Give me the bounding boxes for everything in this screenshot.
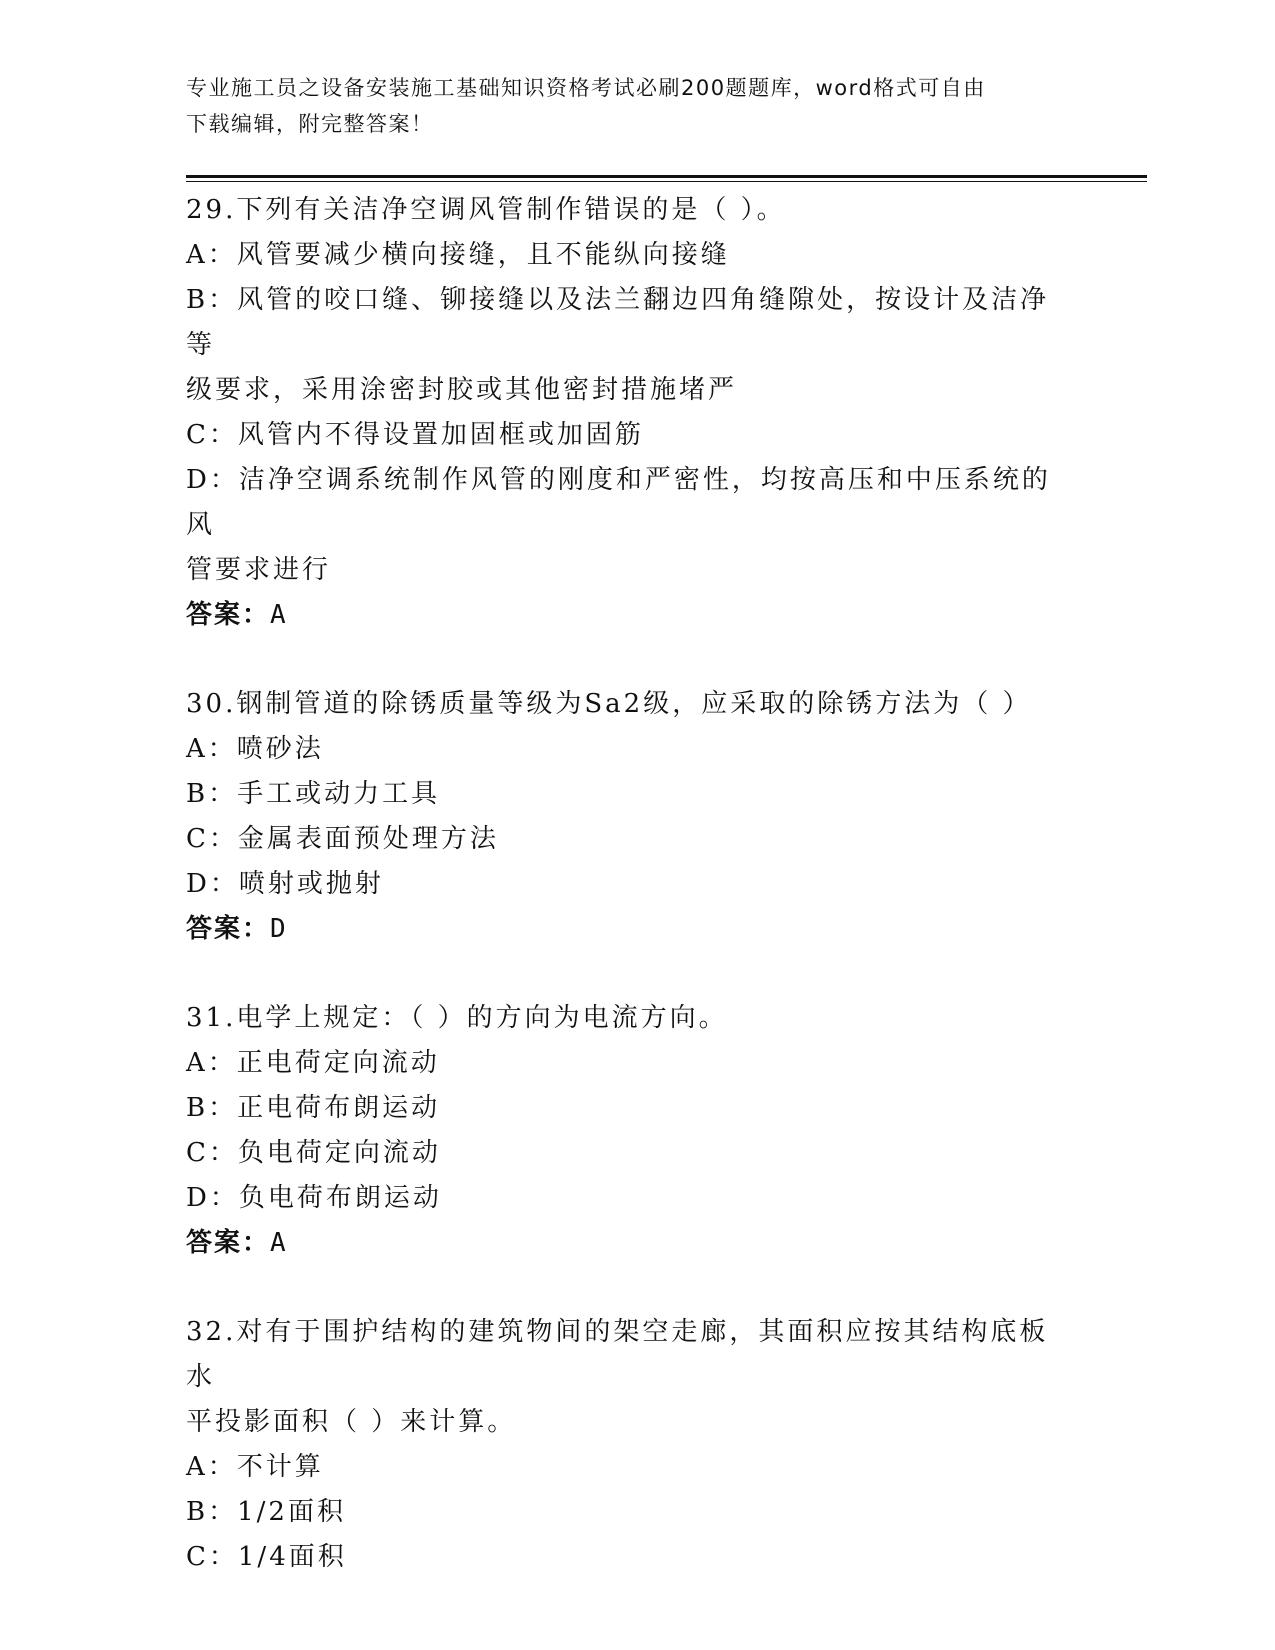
question-stem: 29.下列有关洁净空调风管制作错误的是（ ）。 <box>186 195 786 225</box>
option-b: B：风管的咬口缝、铆接缝以及法兰翻边四角缝隙处，按设计及洁净等 <box>186 285 1050 360</box>
question-stem: 32.对有于围护结构的建筑物间的架空走廊，其面积应按其结构底板水 <box>186 1317 1049 1392</box>
answer-value: A <box>270 1228 288 1258</box>
question-32 <box>186 1310 1066 1580</box>
option-c: C：金属表面预处理方法 <box>186 824 499 854</box>
option-d: D：负电荷布朗运动 <box>186 1183 442 1213</box>
answer-label: 答案： <box>186 600 271 630</box>
question-spacer <box>186 638 1066 682</box>
question-spacer <box>186 1266 1066 1310</box>
option-c: C：负电荷定向流动 <box>186 1138 441 1168</box>
question-stem: 31.电学上规定：（ ）的方向为电流方向。 <box>186 1003 728 1033</box>
option-c: C：1/4面积 <box>186 1542 347 1572</box>
header-divider-thin <box>186 181 1147 182</box>
question-29 <box>186 188 1066 638</box>
option-b: B：手工或动力工具 <box>186 779 441 809</box>
option-b-continued: 级要求，采用涂密封胶或其他密封措施堵严 <box>186 375 738 405</box>
option-b: B：正电荷布朗运动 <box>186 1093 441 1123</box>
option-d-continued: 管要求进行 <box>186 555 332 585</box>
question-spacer <box>186 952 1066 996</box>
option-d: D：洁净空调系统制作风管的刚度和严密性，均按高压和中压系统的风 <box>186 465 1051 540</box>
option-c: C：风管内不得设置加固框或加固筋 <box>186 420 644 450</box>
answer-line <box>186 593 1066 638</box>
answer-label: 答案： <box>186 1228 271 1258</box>
option-b: B：1/2面积 <box>186 1497 346 1527</box>
answer-label: 答案： <box>186 914 271 944</box>
option-a: A：喷砂法 <box>186 734 324 764</box>
option-a: A：不计算 <box>186 1452 324 1482</box>
questions-list <box>186 188 1066 1580</box>
question-30 <box>186 682 1066 952</box>
option-d: D：喷射或抛射 <box>186 869 384 899</box>
option-a: A：正电荷定向流动 <box>186 1048 440 1078</box>
header-line-1: 专业施工员之设备安装施工基础知识资格考试必刷200题题库，word格式可自由 <box>186 76 986 100</box>
answer-line <box>186 907 1066 952</box>
question-31 <box>186 996 1066 1266</box>
header-line-2: 下载编辑，附完整答案！ <box>186 112 434 136</box>
option-a: A：风管要减少横向接缝，且不能纵向接缝 <box>186 240 730 270</box>
header-divider-thick <box>186 175 1147 178</box>
question-stem: 30.钢制管道的除锈质量等级为Sa2级，应采取的除锈方法为（ ） <box>186 689 1032 719</box>
answer-value: A <box>270 600 288 630</box>
answer-value: D <box>270 914 288 944</box>
answer-line <box>186 1221 1066 1266</box>
document-header <box>186 70 1066 142</box>
question-stem-continued: 平投影面积（ ）来计算。 <box>186 1407 517 1437</box>
